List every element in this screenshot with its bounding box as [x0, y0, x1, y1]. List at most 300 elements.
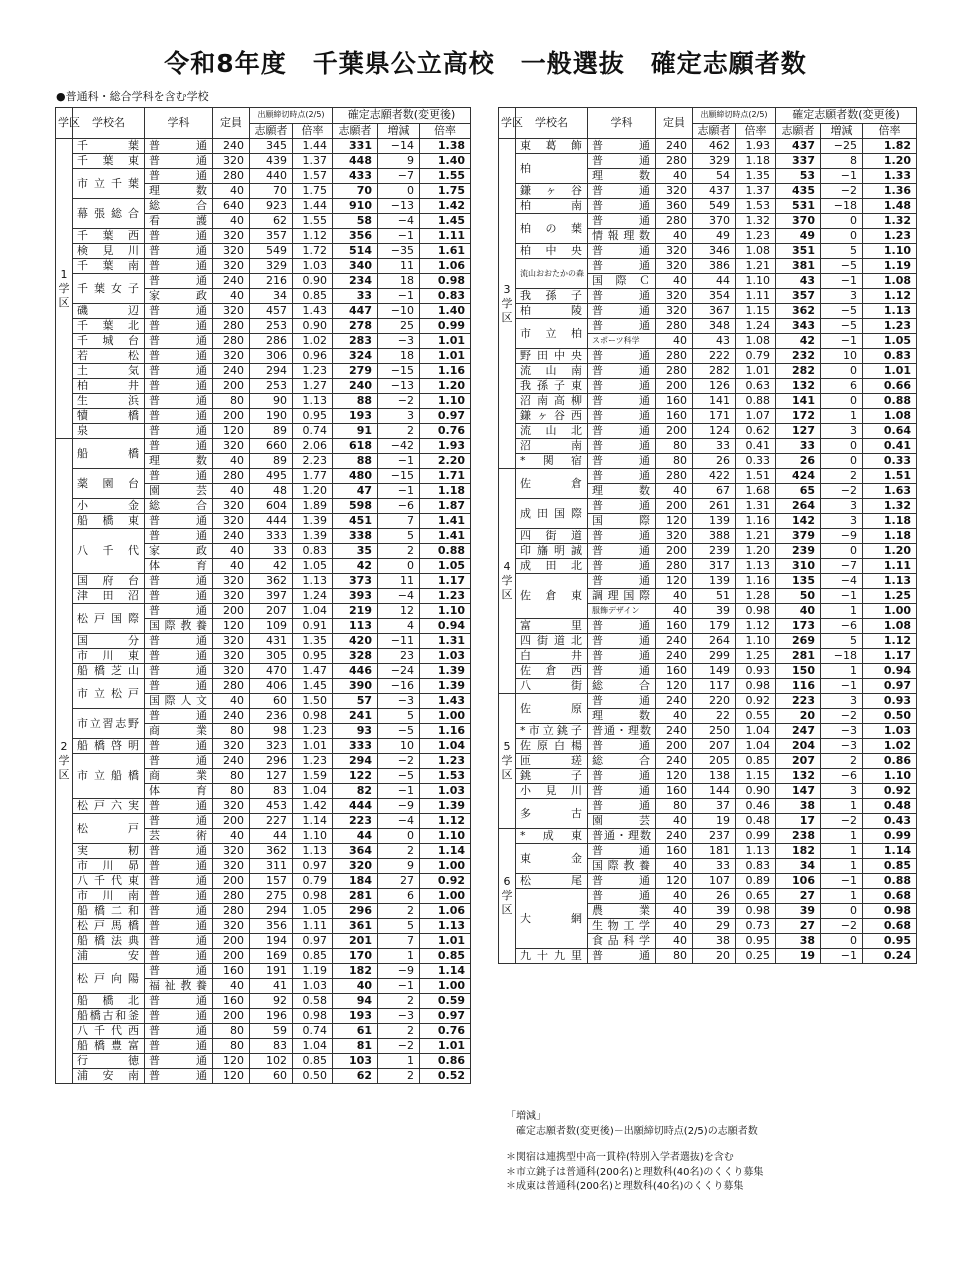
department: 普通 [588, 499, 656, 514]
school-name: 柏陵 [516, 304, 588, 319]
table-row [499, 184, 917, 199]
table-row [56, 154, 471, 169]
table-row [499, 214, 917, 229]
table-row [56, 169, 471, 184]
school-name: 八千代東 [73, 874, 145, 889]
deadline-applicants: 39 [693, 904, 736, 919]
deadline-ratio: 0.95 [736, 934, 776, 949]
deadline-ratio: 1.07 [736, 409, 776, 424]
school-name: 船橋啓明 [73, 739, 145, 754]
school-name: 柏井 [73, 379, 145, 394]
confirmed-ratio: 1.10 [420, 604, 471, 619]
school-name: 成田国際 [516, 499, 588, 529]
capacity: 320 [656, 529, 693, 544]
deadline-applicants: 333 [250, 529, 293, 544]
deadline-ratio: 1.08 [736, 244, 776, 259]
confirmed-ratio: 1.82 [863, 139, 917, 154]
deadline-applicants: 20 [693, 949, 736, 964]
confirmed-applicants: 373 [333, 574, 378, 589]
confirmed-ratio: 1.13 [863, 574, 917, 589]
change: 3 [821, 784, 863, 799]
capacity: 320 [213, 439, 250, 454]
deadline-ratio: 0.98 [293, 1009, 333, 1024]
capacity: 120 [656, 574, 693, 589]
confirmed-applicants: 116 [776, 679, 821, 694]
change: −1 [821, 169, 863, 184]
header-school: 学校名 [516, 108, 588, 139]
confirmed-applicants: 223 [776, 694, 821, 709]
confirmed-ratio: 1.00 [420, 709, 471, 724]
confirmed-applicants: 33 [333, 289, 378, 304]
change: −5 [821, 319, 863, 334]
confirmed-ratio: 1.00 [863, 604, 917, 619]
school-name: 船橋豊富 [73, 1039, 145, 1054]
school-name: 印旛明誠 [516, 544, 588, 559]
change: −1 [821, 334, 863, 349]
confirmed-ratio: 1.01 [420, 349, 471, 364]
deadline-ratio: 1.93 [736, 139, 776, 154]
change: 0 [821, 904, 863, 919]
confirmed-applicants: 379 [776, 529, 821, 544]
header-confirmed: 確定志願者数(変更後) [776, 108, 917, 124]
deadline-applicants: 299 [693, 649, 736, 664]
capacity: 280 [213, 679, 250, 694]
header-ratio: 倍率 [736, 123, 776, 139]
department: 普通 [145, 709, 213, 724]
deadline-ratio: 1.37 [293, 154, 333, 169]
confirmed-applicants: 223 [333, 814, 378, 829]
department: 普通 [145, 814, 213, 829]
deadline-ratio: 1.25 [736, 649, 776, 664]
capacity: 280 [213, 169, 250, 184]
table-row [56, 994, 471, 1009]
capacity: 240 [213, 709, 250, 724]
school-name: 佐原 [516, 694, 588, 724]
school-name: 津田沼 [73, 589, 145, 604]
confirmed-applicants: 514 [333, 244, 378, 259]
confirmed-ratio: 0.59 [420, 994, 471, 1009]
capacity: 240 [213, 139, 250, 154]
table-row [56, 349, 471, 364]
deadline-ratio: 1.23 [293, 724, 333, 739]
confirmed-ratio: 1.16 [420, 724, 471, 739]
capacity: 240 [213, 364, 250, 379]
change: 0 [821, 214, 863, 229]
capacity: 320 [213, 499, 250, 514]
department: 総合 [145, 199, 213, 214]
department: 理数 [588, 169, 656, 184]
confirmed-applicants: 94 [333, 994, 378, 1009]
table-row [499, 649, 917, 664]
confirmed-ratio: 0.88 [863, 874, 917, 889]
deadline-ratio: 0.85 [293, 1054, 333, 1069]
department: 普通 [145, 1054, 213, 1069]
page-subtitle: ●普通科・総合学科を含む学校 [56, 90, 209, 103]
department: 普通 [145, 1039, 213, 1054]
confirmed-ratio: 1.36 [863, 184, 917, 199]
table-row [56, 424, 471, 439]
confirmed-ratio: 1.23 [863, 229, 917, 244]
change: 3 [821, 514, 863, 529]
confirmed-applicants: 361 [333, 919, 378, 934]
change: −2 [378, 394, 420, 409]
deadline-applicants: 41 [250, 979, 293, 994]
capacity: 120 [656, 514, 693, 529]
header-capacity: 定員 [213, 108, 250, 139]
capacity: 80 [213, 394, 250, 409]
school-name: *成東 [516, 829, 588, 844]
confirmed-applicants: 247 [776, 724, 821, 739]
department: 普通 [588, 949, 656, 964]
school-name: 松戸国際 [73, 604, 145, 634]
confirmed-ratio: 1.08 [863, 274, 917, 289]
deadline-applicants: 44 [693, 274, 736, 289]
deadline-applicants: 70 [250, 184, 293, 199]
deadline-ratio: 0.89 [736, 874, 776, 889]
deadline-ratio: 1.72 [293, 244, 333, 259]
change: 4 [378, 619, 420, 634]
deadline-applicants: 250 [693, 724, 736, 739]
deadline-applicants: 107 [693, 874, 736, 889]
change: −13 [378, 379, 420, 394]
change: −3 [378, 694, 420, 709]
table-row [499, 289, 917, 304]
change: −1 [378, 289, 420, 304]
table-row [56, 649, 471, 664]
confirmed-ratio: 0.86 [420, 1054, 471, 1069]
confirmed-ratio: 0.41 [863, 439, 917, 454]
capacity: 80 [656, 949, 693, 964]
deadline-ratio: 0.46 [736, 799, 776, 814]
deadline-applicants: 62 [250, 214, 293, 229]
confirmed-applicants: 324 [333, 349, 378, 364]
deadline-applicants: 29 [693, 919, 736, 934]
change: 1 [821, 409, 863, 424]
change: −5 [378, 724, 420, 739]
capacity: 240 [656, 829, 693, 844]
confirmed-applicants: 446 [333, 664, 378, 679]
capacity: 280 [656, 319, 693, 334]
capacity: 280 [656, 469, 693, 484]
confirmed-ratio: 1.93 [420, 439, 471, 454]
capacity: 280 [656, 214, 693, 229]
confirmed-ratio: 1.39 [420, 664, 471, 679]
school-name: 我孫子 [516, 289, 588, 304]
confirmed-applicants: 182 [333, 964, 378, 979]
confirmed-ratio: 1.01 [420, 1039, 471, 1054]
confirmed-applicants: 448 [333, 154, 378, 169]
deadline-applicants: 117 [693, 679, 736, 694]
department: 園芸 [145, 484, 213, 499]
capacity: 80 [213, 1024, 250, 1039]
deadline-applicants: 275 [250, 889, 293, 904]
deadline-applicants: 190 [250, 409, 293, 424]
confirmed-applicants: 281 [333, 889, 378, 904]
deadline-applicants: 923 [250, 199, 293, 214]
deadline-ratio: 1.23 [293, 754, 333, 769]
department: 普通 [588, 694, 656, 709]
change: 0 [378, 184, 420, 199]
confirmed-applicants: 343 [776, 319, 821, 334]
table-row [499, 304, 917, 319]
capacity: 320 [213, 844, 250, 859]
confirmed-ratio: 0.64 [863, 424, 917, 439]
confirmed-applicants: 447 [333, 304, 378, 319]
capacity: 40 [213, 184, 250, 199]
change: 0 [378, 559, 420, 574]
confirmed-applicants: 390 [333, 679, 378, 694]
change: −2 [821, 919, 863, 934]
department: 普通 [145, 634, 213, 649]
table-row [499, 724, 917, 739]
table-row [56, 679, 471, 694]
deadline-ratio: 0.33 [736, 454, 776, 469]
confirmed-ratio: 1.06 [420, 259, 471, 274]
confirmed-ratio: 0.76 [420, 424, 471, 439]
deadline-applicants: 356 [250, 919, 293, 934]
note-sekiyado: ＊関宿は連携型中高一貫枠(特別入学者選抜)を含む [506, 1152, 734, 1163]
table-row [499, 799, 917, 814]
deadline-applicants: 549 [250, 244, 293, 259]
table-row [499, 364, 917, 379]
department: 普通 [588, 799, 656, 814]
table-row [499, 424, 917, 439]
deadline-applicants: 370 [693, 214, 736, 229]
capacity: 40 [656, 934, 693, 949]
confirmed-ratio: 1.03 [420, 784, 471, 799]
table-row [56, 529, 471, 544]
confirmed-applicants: 53 [776, 169, 821, 184]
school-name: 松戸 [73, 814, 145, 844]
deadline-ratio: 0.85 [293, 289, 333, 304]
change: 25 [378, 319, 420, 334]
deadline-ratio: 0.95 [293, 649, 333, 664]
capacity: 280 [656, 559, 693, 574]
department: 普通 [145, 334, 213, 349]
deadline-ratio: 1.47 [293, 664, 333, 679]
confirmed-ratio: 1.23 [420, 589, 471, 604]
department: 普通 [145, 919, 213, 934]
deadline-applicants: 207 [250, 604, 293, 619]
confirmed-ratio: 0.83 [420, 289, 471, 304]
deadline-applicants: 306 [250, 349, 293, 364]
department: 普通 [145, 949, 213, 964]
capacity: 40 [213, 544, 250, 559]
deadline-applicants: 33 [250, 544, 293, 559]
capacity: 320 [213, 244, 250, 259]
department: 普通 [145, 229, 213, 244]
confirmed-ratio: 0.98 [863, 904, 917, 919]
deadline-applicants: 67 [693, 484, 736, 499]
confirmed-applicants: 40 [333, 979, 378, 994]
confirmed-applicants: 113 [333, 619, 378, 634]
deadline-ratio: 0.83 [293, 544, 333, 559]
capacity: 320 [656, 259, 693, 274]
department: 普通 [145, 589, 213, 604]
department: 普通 [588, 649, 656, 664]
deadline-ratio: 2.23 [293, 454, 333, 469]
change: −1 [378, 979, 420, 994]
deadline-ratio: 1.39 [293, 529, 333, 544]
deadline-ratio: 1.50 [293, 694, 333, 709]
department: 普通 [145, 679, 213, 694]
change: 23 [378, 649, 420, 664]
department: 普通 [588, 469, 656, 484]
change: 3 [821, 424, 863, 439]
confirmed-ratio: 1.17 [863, 649, 917, 664]
deadline-applicants: 39 [693, 604, 736, 619]
confirmed-applicants: 82 [333, 784, 378, 799]
capacity: 320 [213, 349, 250, 364]
confirmed-applicants: 58 [333, 214, 378, 229]
confirmed-ratio: 1.10 [420, 829, 471, 844]
school-name: 磯辺 [73, 304, 145, 319]
confirmed-applicants: 232 [776, 349, 821, 364]
department: 普通 [145, 364, 213, 379]
deadline-ratio: 0.98 [736, 604, 776, 619]
table-row [499, 784, 917, 799]
confirmed-applicants: 61 [333, 1024, 378, 1039]
capacity: 200 [213, 409, 250, 424]
capacity: 280 [656, 349, 693, 364]
deadline-applicants: 60 [250, 694, 293, 709]
department: 普通 [145, 394, 213, 409]
department: 普通 [145, 319, 213, 334]
deadline-applicants: 470 [250, 664, 293, 679]
school-name: 船橋 [73, 439, 145, 469]
deadline-applicants: 239 [693, 544, 736, 559]
header-ratio: 倍率 [420, 123, 471, 139]
capacity: 40 [213, 559, 250, 574]
deadline-ratio: 1.13 [293, 394, 333, 409]
confirmed-ratio: 1.41 [420, 514, 471, 529]
confirmed-applicants: 437 [776, 139, 821, 154]
change: 3 [821, 289, 863, 304]
change: 2 [378, 544, 420, 559]
deadline-applicants: 44 [250, 829, 293, 844]
deadline-applicants: 196 [250, 1009, 293, 1024]
district-label: 6 学 区 [499, 829, 516, 964]
deadline-applicants: 26 [693, 889, 736, 904]
deadline-ratio: 0.55 [736, 709, 776, 724]
school-name: 野田中央 [516, 349, 588, 364]
confirmed-ratio: 1.20 [420, 379, 471, 394]
department: 普通・理数 [588, 829, 656, 844]
confirmed-ratio: 1.11 [863, 559, 917, 574]
capacity: 320 [213, 259, 250, 274]
deadline-ratio: 1.15 [736, 769, 776, 784]
department: 普通 [145, 274, 213, 289]
deadline-applicants: 207 [693, 739, 736, 754]
header-deadline: 出願締切時点(2/5) [250, 108, 333, 124]
confirmed-ratio: 1.20 [863, 544, 917, 559]
table-row [56, 574, 471, 589]
department: 普通 [145, 304, 213, 319]
table-row [56, 499, 471, 514]
deadline-applicants: 42 [250, 559, 293, 574]
confirmed-applicants: 135 [776, 574, 821, 589]
deadline-ratio: 1.51 [736, 469, 776, 484]
deadline-applicants: 286 [250, 334, 293, 349]
deadline-ratio: 1.04 [736, 724, 776, 739]
school-name: 松戸六実 [73, 799, 145, 814]
deadline-ratio: 0.98 [736, 904, 776, 919]
confirmed-ratio: 1.41 [420, 529, 471, 544]
school-name: 八千代 [73, 529, 145, 574]
deadline-applicants: 457 [250, 304, 293, 319]
change: 2 [821, 754, 863, 769]
school-name: 沼南 [516, 439, 588, 454]
department: 普通 [588, 259, 656, 274]
school-name: 佐原白楊 [516, 739, 588, 754]
capacity: 280 [213, 904, 250, 919]
confirmed-applicants: 278 [333, 319, 378, 334]
school-name: 成田北 [516, 559, 588, 574]
department: 普通 [145, 244, 213, 259]
change: −1 [378, 784, 420, 799]
department: 普通 [145, 169, 213, 184]
deadline-ratio: 1.10 [736, 274, 776, 289]
confirmed-ratio: 1.75 [420, 184, 471, 199]
confirmed-ratio: 0.68 [863, 919, 917, 934]
deadline-ratio: 1.10 [293, 829, 333, 844]
capacity: 80 [213, 784, 250, 799]
school-name: 多古 [516, 799, 588, 829]
school-name: 我孫子東 [516, 379, 588, 394]
deadline-ratio: 1.13 [736, 559, 776, 574]
deadline-ratio: 1.13 [736, 844, 776, 859]
school-name: 富里 [516, 619, 588, 634]
confirmed-ratio: 1.10 [420, 394, 471, 409]
deadline-applicants: 205 [693, 754, 736, 769]
capacity: 320 [213, 304, 250, 319]
confirmed-ratio: 0.92 [420, 874, 471, 889]
department: 服飾デザイン [588, 604, 656, 619]
change: −6 [821, 769, 863, 784]
confirmed-ratio: 1.05 [863, 334, 917, 349]
school-name: 佐倉東 [516, 574, 588, 619]
change: 1 [821, 664, 863, 679]
change: −6 [378, 499, 420, 514]
change: 10 [378, 739, 420, 754]
table-row [499, 469, 917, 484]
header-ratio: 倍率 [863, 123, 917, 139]
department: 生物工学 [588, 919, 656, 934]
confirmed-ratio: 0.48 [863, 799, 917, 814]
school-name: 柏中央 [516, 244, 588, 259]
deadline-ratio: 0.58 [293, 994, 333, 1009]
confirmed-applicants: 91 [333, 424, 378, 439]
deadline-applicants: 26 [693, 454, 736, 469]
school-name: 国府台 [73, 574, 145, 589]
deadline-ratio: 1.18 [736, 154, 776, 169]
department: 普通 [588, 619, 656, 634]
confirmed-applicants: 331 [333, 139, 378, 154]
deadline-applicants: 90 [250, 394, 293, 409]
confirmed-ratio: 1.43 [420, 694, 471, 709]
table-row [499, 409, 917, 424]
deadline-applicants: 253 [250, 379, 293, 394]
deadline-applicants: 305 [250, 649, 293, 664]
department: 普通 [588, 634, 656, 649]
confirmed-applicants: 910 [333, 199, 378, 214]
department: 理数 [145, 454, 213, 469]
deadline-ratio: 0.91 [293, 619, 333, 634]
change: −5 [821, 259, 863, 274]
deadline-ratio: 1.53 [736, 199, 776, 214]
confirmed-applicants: 81 [333, 1039, 378, 1054]
department: 普通 [588, 289, 656, 304]
